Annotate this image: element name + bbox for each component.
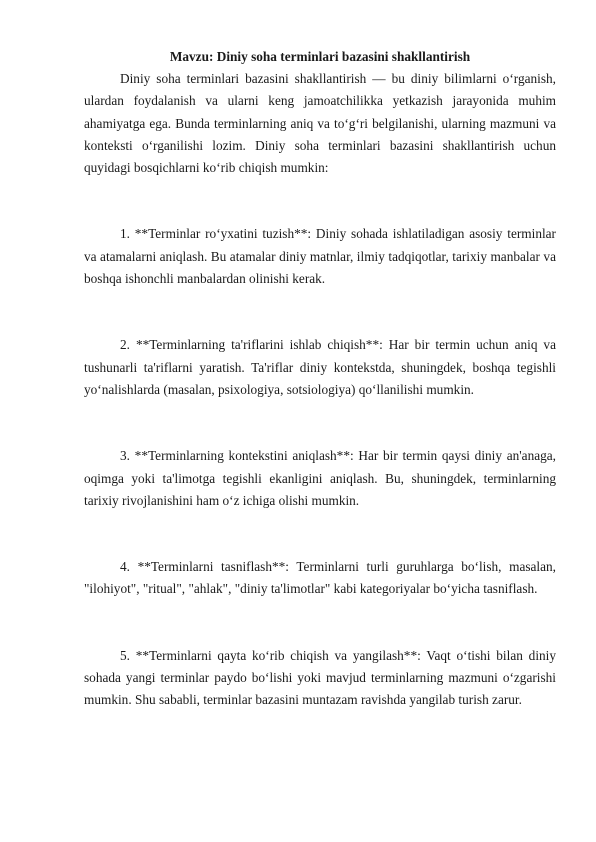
paragraph-spacer (84, 290, 556, 334)
step-2-paragraph: 2. **Terminlarning ta'riflarini ishlab chiqish**: Har bir termin uchun aniq va tushunarli ta'riflarni yaratish. Ta'riflar diniy kontekstda, shuningdek, boshqa tegishli yo‘nalishlarda (masalan, psixologiya, sotsiologiya) qo‘llanilishi mumkin. (84, 337, 556, 397)
step-5-paragraph: 5. **Terminlarni qayta ko‘rib chiqish va yangilash**: Vaqt o‘tishi bilan diniy sohada yangi terminlar paydo bo‘lishi yoki mavjud terminlarning mazmuni o‘zgarishi mumkin. Shu sababli, terminlar bazasini muntazam ravishda yangilab turish zarur. (84, 647, 556, 708)
step-1-paragraph: 1. **Terminlar ro‘yxatini tuzish**: Diniy sohada ishlatiladigan asosiy terminlar va atamalarni aniqlash. Bu atamalar diniy matnlar, ilmiy tadqiqotlar, tarixiy manbalar va boshqa ishonchli manbalardan olinishi kerak. (84, 226, 556, 287)
intro-paragraph: Diniy soha terminlari bazasini shakllantirish — bu diniy bilimlarni o‘rganish, ulardan foydalanish va ularni keng jamoatchilikka yetkazish jarayonida muhim ahamiyatga ega. Bunda terminlarning aniq va to‘g‘ri belgilanishi, ularning mazmuni va konteksti o‘rganilishi lozim. Diniy soha terminlari bazasini shakllantirish uchun quyidagi bosqichlarni ko‘rib chiqish mumkin: (84, 71, 556, 176)
step-3-paragraph: 3. **Terminlarning kontekstini aniqlash**: Har bir termin qaysi diniy an'anaga, oqimga yoki ta'limotga tegishli ekanligini aniqlash. Bu, shuningdek, terminlarning tarixiy rivojlanishini ham o‘z ichiga olishi mumkin. (84, 448, 556, 508)
step-4-paragraph: 4. **Terminlarni tasniflash**: Terminlarni turli guruhlarga bo‘lish, masalan, "ilohiyot", "ritual", "ahlak", "diniy ta'limotlar" kabi kategoriyalar bo‘yicha tasniflash. (84, 559, 556, 597)
paragraph-spacer (84, 401, 556, 445)
document-page (84, 47, 556, 712)
document-title: Mavzu: Diniy soha terminlari bazasini shakllantirish (169, 49, 471, 64)
paragraph-spacer (84, 512, 556, 556)
paragraph-spacer (84, 179, 556, 223)
paragraph-spacer (84, 601, 556, 645)
